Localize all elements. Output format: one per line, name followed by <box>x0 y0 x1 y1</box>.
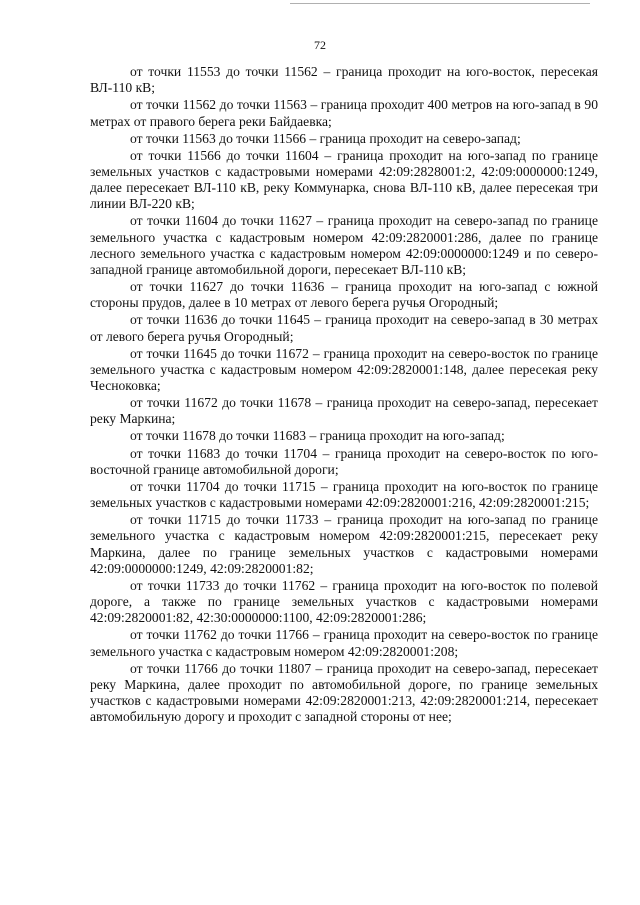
paragraph: от точки 11553 до точки 11562 – граница проходит на юго-восток, пересекая ВЛ-110 кВ; <box>90 64 598 96</box>
paragraph: от точки 11636 до точки 11645 – граница проходит на северо-запад в 30 метрах от левого берега ручья Огородный; <box>90 312 598 344</box>
paragraph: от точки 11627 до точки 11636 – граница проходит на юго-запад с южной стороны прудов, далее в 10 метрах от левого берега ручья Огородный; <box>90 279 598 311</box>
page-number: 72 <box>314 38 326 52</box>
paragraph: от точки 11604 до точки 11627 – граница проходит на северо-запад по границе земельного участка с кадастровым номером 42:09:2820001:286, далее по границе лесного земельного участка с кадастровым номером 42:09:0000000:1249 и по северо-западной границе автомобильной дороги, пересекает ВЛ-110 кВ; <box>90 213 598 277</box>
paragraph: от точки 11762 до точки 11766 – граница проходит на северо-восток по границе земельного участка с кадастровым номером 42:09:2820001:208; <box>90 627 598 659</box>
paragraph: от точки 11672 до точки 11678 – граница проходит на северо-запад, пересекает реку Маркина; <box>90 395 598 427</box>
paragraph: от точки 11704 до точки 11715 – граница проходит на юго-восток по границе земельных участков с кадастровыми номерами 42:09:2820001:216, 42:09:2820001:215; <box>90 478 598 511</box>
paragraph: от точки 11562 до точки 11563 – граница проходит 400 метров на юго-запад в 90 метрах от правого берега реки Байдаевка; <box>90 97 598 129</box>
paragraph: от точки 11566 до точки 11604 – граница проходит на юго-запад по границе земельных участков с кадастровыми номерами 42:09:2828001:2, 42:09:0000000:1249, далее пересекает ВЛ-110 кВ, реку Коммунарка, снова ВЛ-110 кВ, далее пересекая три линии ВЛ-220 кВ; <box>90 147 598 212</box>
paragraph: от точки 11678 до точки 11683 – граница проходит на юго-запад; <box>130 428 505 444</box>
paragraph: от точки 11563 до точки 11566 – граница проходит на северо-запад; <box>130 130 521 146</box>
top-edge-line <box>290 3 590 4</box>
paragraph: от точки 11766 до точки 11807 – граница проходит на северо-запад, пересекает реку Маркина, далее проходит по автомобильной дороге, по границе земельных участков с кадастровыми номерами 42:09:2820001:213, 42:09:2820001:214, пересекает автомобильную дорогу и проходит с западной стороны от нее; <box>90 660 598 725</box>
paragraph: от точки 11733 до точки 11762 – граница проходит на юго-восток по полевой дороге, а также по границе земельных участков с кадастровыми номерами 42:09:2820001:82, 42:30:0000000:1100, 42:09:2820001:286; <box>90 577 598 626</box>
document-body <box>90 64 598 726</box>
paragraph: от точки 11645 до точки 11672 – граница проходит на северо-восток по границе земельного участка с кадастровым номером 42:09:2820001:148, далее пересекая реку Чесноковка; <box>90 345 598 394</box>
paragraph: от точки 11683 до точки 11704 – граница проходит на северо-восток по юго-восточной границе автомобильной дороги; <box>90 445 598 477</box>
paragraph: от точки 11715 до точки 11733 – граница проходит на юго-запад по границе земельного участка с кадастровым номером 42:09:2820001:215, пересекает реку Маркина, далее по границе земельных участков с кадастровыми номерами 42:09:0000000:1249, 42:09:2820001:82; <box>90 512 598 576</box>
